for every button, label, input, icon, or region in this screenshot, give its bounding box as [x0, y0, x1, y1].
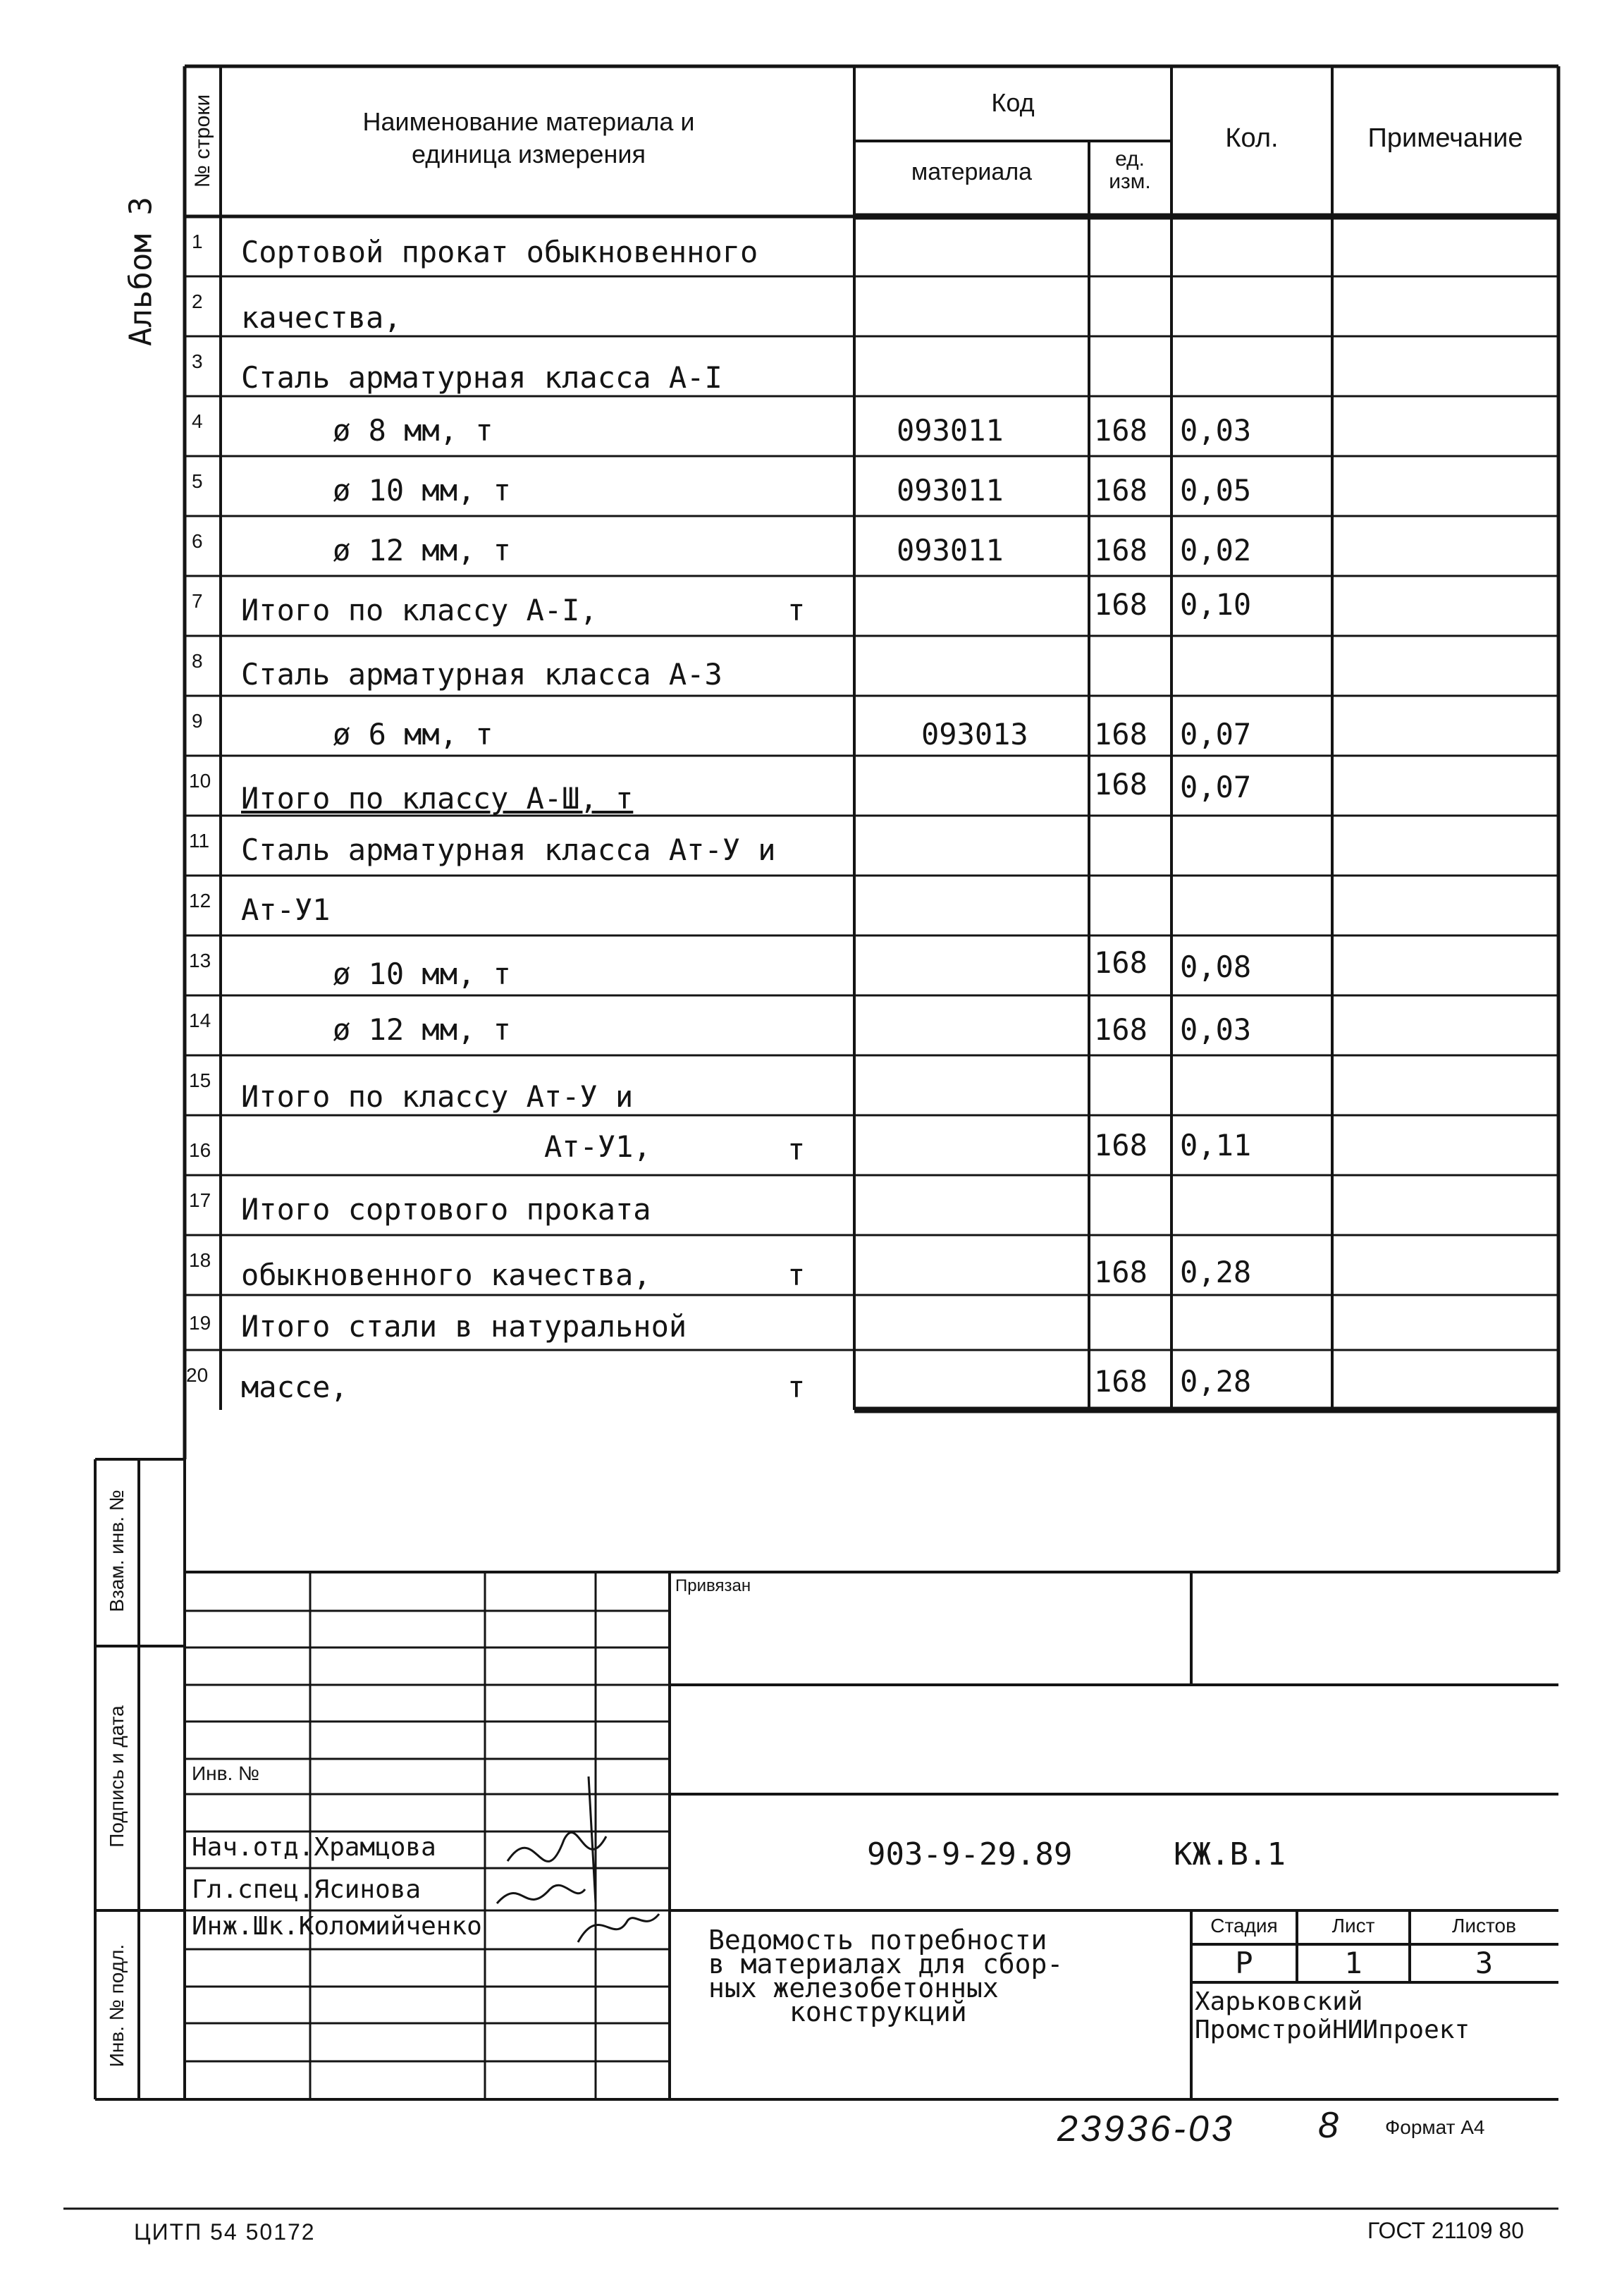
row-unit-t: т: [787, 1132, 806, 1167]
row-name: Сортовой прокат обыкновенного: [241, 235, 758, 269]
row-unit: 168: [1094, 533, 1148, 567]
document-title: [708, 1925, 1064, 2027]
row-number: 17: [189, 1189, 211, 1211]
table-row: [185, 1350, 1558, 1410]
row-name: Итого по классу А-I,: [241, 593, 598, 627]
staff-role: Инж.Шк.: [192, 1912, 299, 1941]
header-unit: ед. изм.: [1109, 147, 1151, 193]
privyazan-label: Привязан: [675, 1576, 751, 1595]
row-unit: 168: [1094, 1012, 1148, 1047]
stage-value: Р: [1235, 1946, 1253, 1980]
signature-yasinova: [497, 1885, 585, 1903]
row-unit: 168: [1094, 717, 1148, 751]
doc-mark: КЖ.В.1: [1174, 1836, 1286, 1872]
row-qty: 0,03: [1180, 1012, 1252, 1047]
row-number: 7: [192, 590, 203, 612]
row-number: 3: [192, 350, 203, 372]
stage-label: Стадия: [1210, 1915, 1278, 1937]
row-name: Сталь арматурная класса А-I: [241, 360, 722, 395]
row-unit: 168: [1094, 413, 1148, 448]
row-unit-t: т: [787, 593, 806, 627]
row-number: 19: [189, 1312, 211, 1334]
row-number: 12: [189, 890, 211, 912]
signature-kolomiychenko: [578, 1914, 659, 1942]
row-unit: 168: [1094, 473, 1148, 508]
row-name: Итого по классу А-Ш, т: [241, 781, 634, 816]
row-name: обыкновенного качества,: [241, 1258, 651, 1292]
stamp-vzam-inv: Взам. инв. №: [106, 1490, 128, 1612]
row-qty: 0,07: [1180, 717, 1252, 751]
row-number: 10: [189, 770, 211, 792]
row-number: 11: [189, 830, 210, 852]
row-name: ø 8 мм, т: [333, 413, 493, 448]
stamp-podpis-data: Подпись и дата: [106, 1705, 128, 1848]
staff-row: [192, 1912, 482, 1941]
row-number: 2: [192, 290, 203, 312]
archive-number: 23936-03: [1057, 2109, 1235, 2149]
table-row: [185, 1055, 1558, 1115]
header-row-no: № строки: [191, 94, 214, 188]
row-number: 9: [192, 710, 203, 732]
stamp-inv-podl: Инв. № подл.: [106, 1944, 128, 2068]
row-unit: 168: [1094, 1364, 1148, 1399]
album-label: Альбом 3: [123, 197, 159, 346]
table-row: [185, 276, 1558, 336]
row-number: 14: [189, 1010, 211, 1031]
row-qty: 0,07: [1180, 770, 1252, 804]
row-unit: 168: [1094, 945, 1148, 980]
staff-name: Коломийченко: [298, 1912, 482, 1941]
format-label: Формат А4: [1385, 2116, 1485, 2138]
staff-row: [192, 1833, 436, 1862]
signature-marks: [497, 1776, 659, 1942]
row-qty: 0,05: [1180, 473, 1252, 508]
row-unit: 168: [1094, 767, 1148, 802]
row-name: Итого стали в натуральной: [241, 1309, 687, 1344]
table-row: [185, 216, 1558, 276]
row-number: 15: [189, 1069, 211, 1091]
row-qty: 0,10: [1180, 587, 1252, 622]
sheets-label: Листов: [1452, 1915, 1516, 1937]
row-name: Сталь арматурная класса Ат-У и: [241, 833, 776, 867]
row-unit: 168: [1094, 587, 1148, 622]
row-name: Итого по классу Ат-У и: [241, 1079, 634, 1114]
table-row: [185, 336, 1558, 396]
title-line: Ведомость потребности: [708, 1925, 1047, 1956]
organization: [1195, 1988, 1470, 2044]
row-qty: 0,28: [1180, 1255, 1252, 1289]
row-number: 4: [192, 410, 203, 432]
row-number: 6: [192, 530, 203, 552]
row-name: ø 6 мм, т: [333, 717, 493, 751]
row-name: Ат-У1,: [544, 1129, 651, 1164]
row-name: ø 10 мм, т: [333, 473, 511, 508]
row-number: 16: [189, 1139, 211, 1161]
table-row: [185, 756, 1558, 816]
row-unit: 168: [1094, 1128, 1148, 1162]
row-name: ø 12 мм, т: [333, 533, 511, 567]
row-name: ø 12 мм, т: [333, 1012, 511, 1047]
table-row: [185, 1295, 1558, 1350]
row-name: Ат-У1: [241, 892, 331, 927]
row-unit-t: т: [787, 1258, 806, 1292]
title-line: ных железобетонных: [708, 1972, 999, 2003]
header-material: материала: [911, 159, 1033, 185]
header-note: Примечание: [1367, 123, 1523, 153]
row-code: 093013: [921, 717, 1028, 751]
staff-name: Храмцова: [314, 1833, 436, 1862]
title-line: конструкций: [789, 1996, 967, 2027]
staff-role: Гл.спец.: [192, 1875, 314, 1904]
staff-row: [192, 1875, 421, 1904]
header-code: Код: [991, 88, 1035, 117]
row-name: Сталь арматурная класса А-3: [241, 657, 722, 692]
footer-left: ЦИТП 54 50172: [134, 2219, 316, 2245]
doc-code: 903-9-29.89: [867, 1836, 1073, 1872]
material-table-body: [185, 216, 1558, 1410]
table-row: [185, 816, 1558, 876]
sheet-value: 1: [1344, 1946, 1362, 1980]
table-row: [185, 396, 1558, 456]
footer-right: ГОСТ 21109 80: [1367, 2218, 1524, 2243]
sheets-value: 3: [1475, 1946, 1494, 1980]
table-row: [185, 696, 1558, 756]
row-number: 8: [192, 650, 203, 672]
table-row: [185, 516, 1558, 576]
staff-role: Нач.отд.: [192, 1833, 314, 1862]
row-qty: 0,03: [1180, 413, 1252, 448]
org-line: Харьковский: [1195, 1987, 1363, 2016]
row-number: 13: [189, 950, 211, 971]
row-name: ø 10 мм, т: [333, 957, 511, 991]
row-code: 093011: [897, 413, 1004, 448]
header-qty: Кол.: [1225, 123, 1279, 153]
row-code: 093011: [897, 533, 1004, 567]
row-number: 18: [189, 1249, 211, 1271]
table-row: [185, 636, 1558, 696]
table-row: [185, 1235, 1558, 1295]
page-number: 8: [1318, 2105, 1339, 2146]
table-row: [185, 456, 1558, 516]
inv-no-label: Инв. №: [192, 1762, 260, 1784]
row-name: Итого сортового проката: [241, 1192, 651, 1227]
row-unit: 168: [1094, 1255, 1148, 1289]
title-line: в материалах для сбор-: [708, 1949, 1064, 1980]
row-qty: 0,28: [1180, 1364, 1252, 1399]
header-name: Наименование материала и единица измерения: [362, 107, 695, 168]
row-unit-t: т: [787, 1370, 806, 1404]
row-name: массе,: [241, 1370, 348, 1404]
row-number: 1: [192, 231, 203, 252]
row-number: 5: [192, 470, 203, 492]
table-row: [185, 1115, 1558, 1175]
row-qty: 0,02: [1180, 533, 1252, 567]
row-name: качества,: [241, 300, 402, 335]
table-row: [185, 876, 1558, 935]
row-number: 20: [186, 1364, 209, 1386]
table-row: [185, 1175, 1558, 1235]
staff-name: Ясинова: [314, 1875, 422, 1904]
row-code: 093011: [897, 473, 1004, 508]
org-line: ПромстройНИИпроект: [1195, 2015, 1470, 2044]
row-qty: 0,11: [1180, 1128, 1252, 1162]
row-qty: 0,08: [1180, 950, 1252, 984]
table-row: [185, 995, 1558, 1055]
table-row: [185, 935, 1558, 995]
sheet-label: Лист: [1331, 1915, 1375, 1937]
table-row: [185, 576, 1558, 636]
